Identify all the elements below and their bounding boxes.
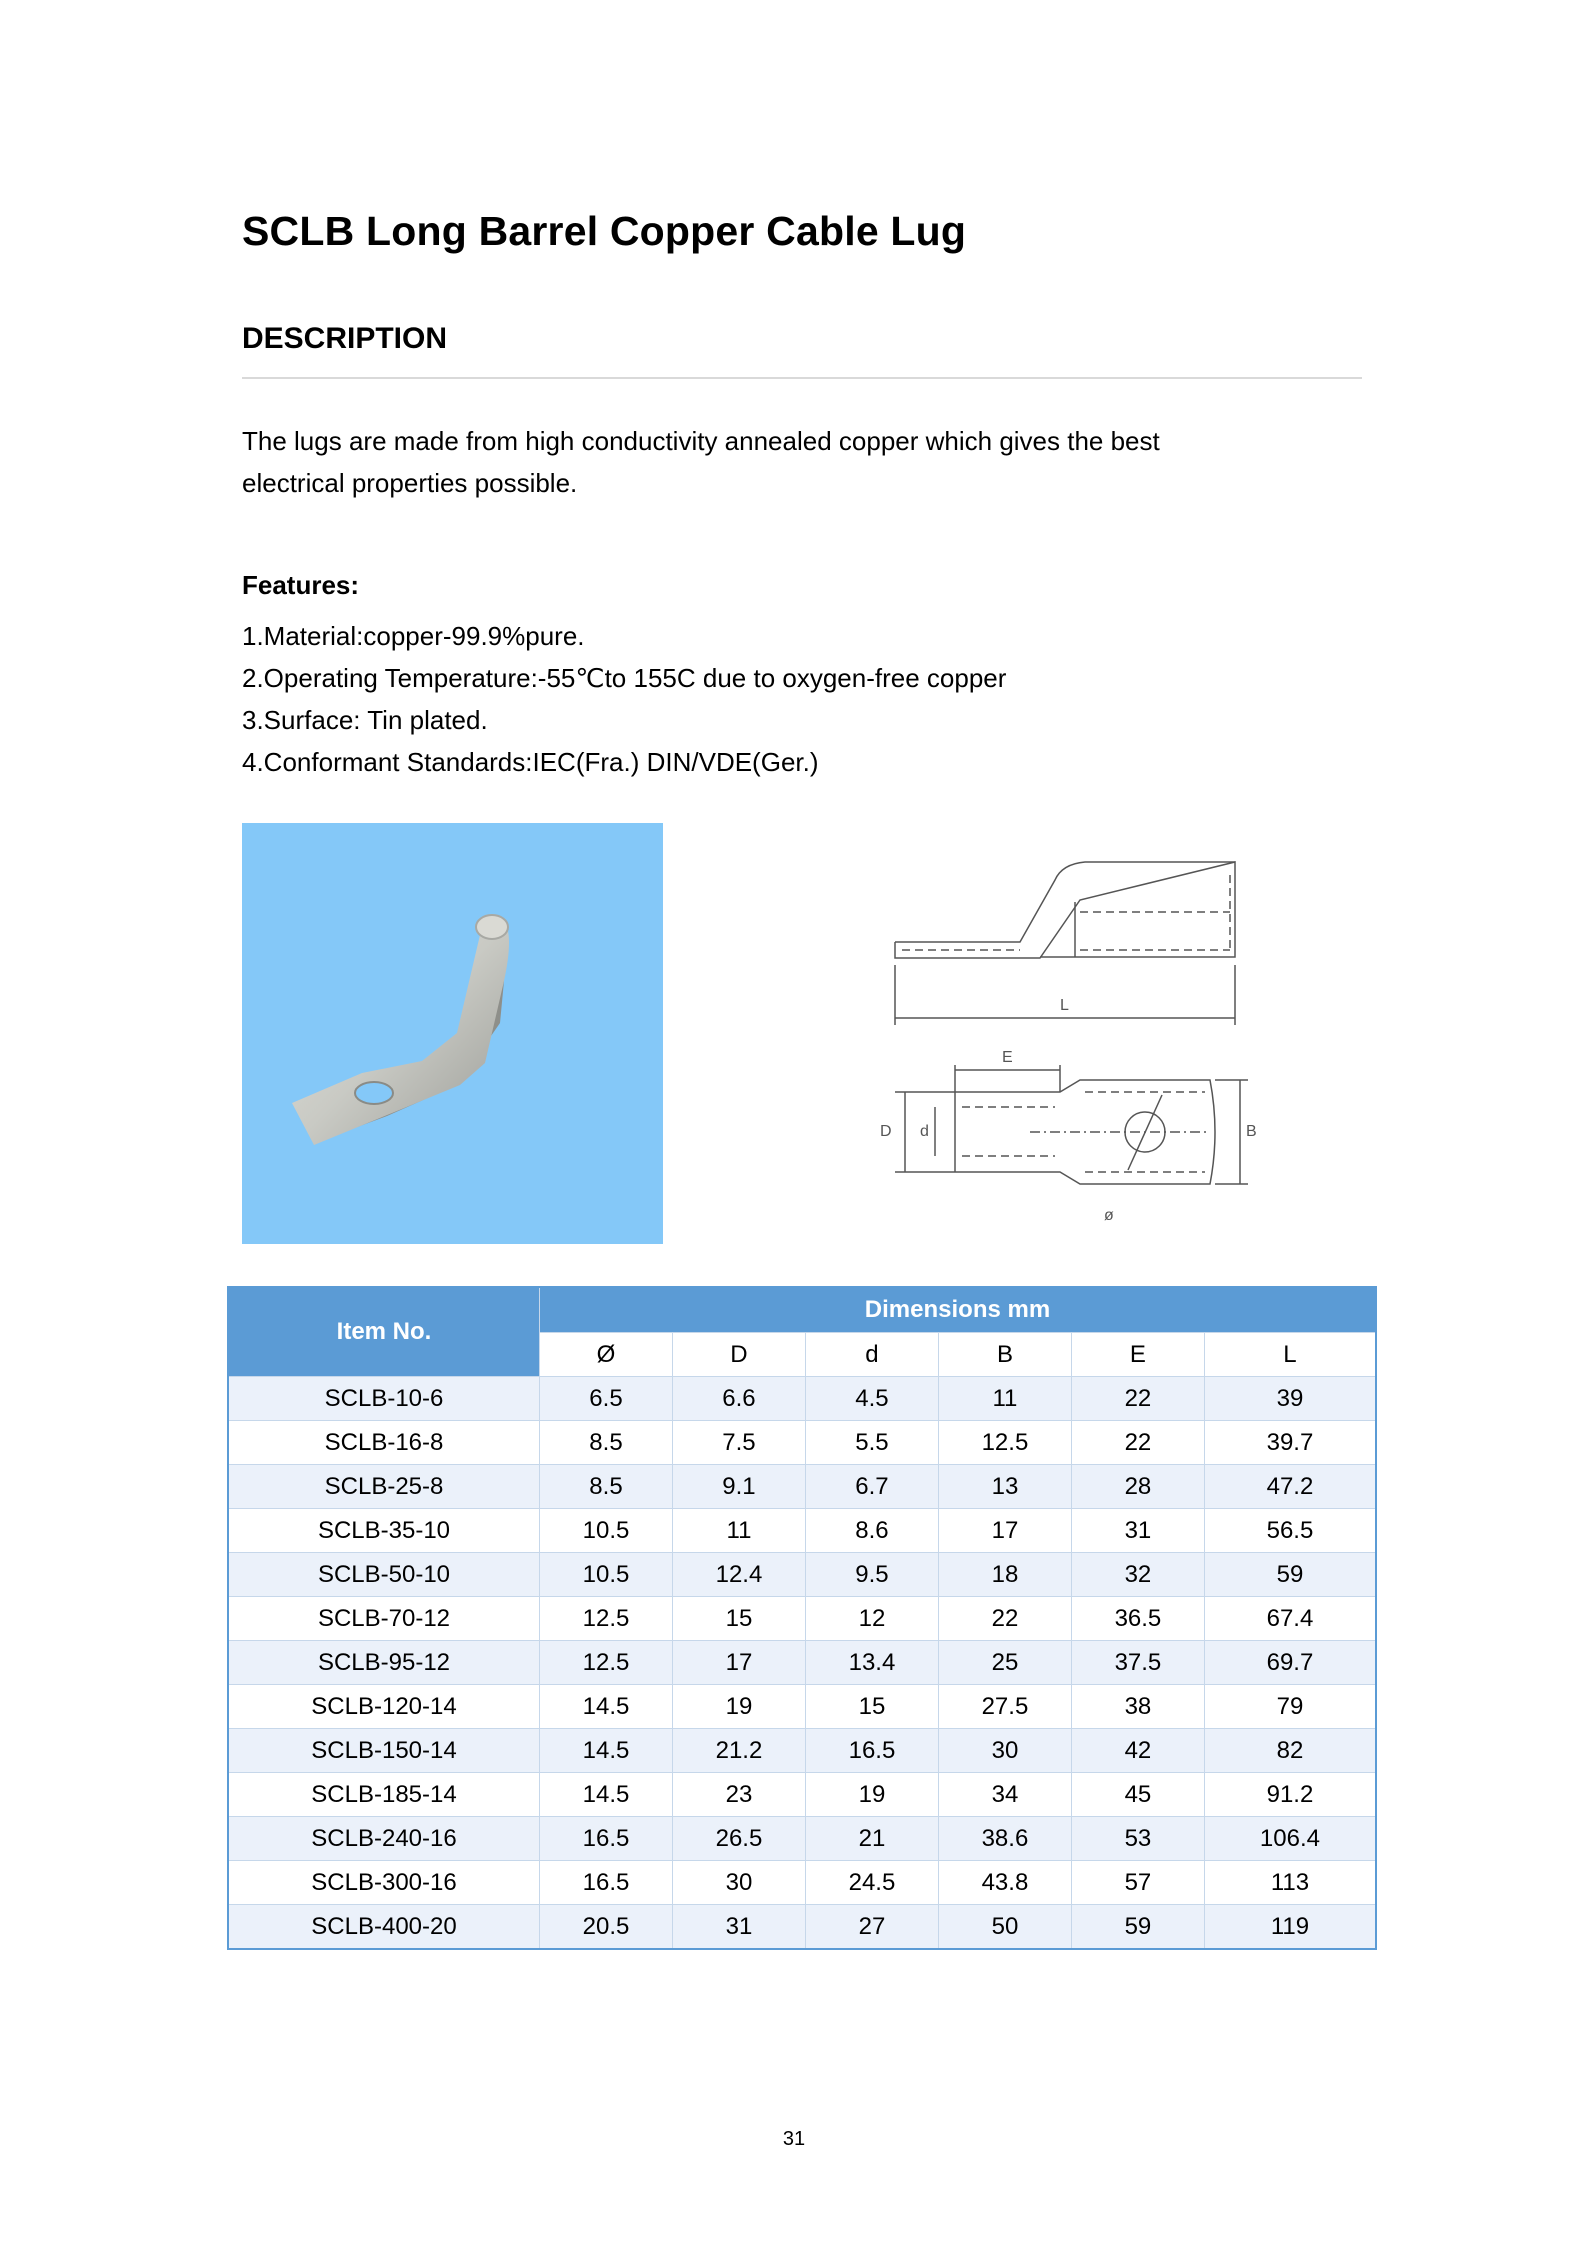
dimension-cell: 15 xyxy=(805,1685,938,1729)
item-number-cell: SCLB-120-14 xyxy=(228,1685,540,1729)
dimension-cell: 8.5 xyxy=(540,1465,673,1509)
table-row xyxy=(228,1553,1376,1597)
dimension-cell: 11 xyxy=(938,1377,1071,1421)
dimension-cell: 19 xyxy=(672,1685,805,1729)
dimension-cell: 15 xyxy=(672,1597,805,1641)
dimensions-table xyxy=(227,1286,1377,1950)
dimension-cell: 38 xyxy=(1071,1685,1204,1729)
table-row xyxy=(228,1377,1376,1421)
dimension-cell: 10.5 xyxy=(540,1553,673,1597)
dimension-cell: 32 xyxy=(1071,1553,1204,1597)
dimension-cell: 30 xyxy=(938,1729,1071,1773)
dimension-cell: 43.8 xyxy=(938,1861,1071,1905)
dimension-cell: 45 xyxy=(1071,1773,1204,1817)
dimension-cell: 9.5 xyxy=(805,1553,938,1597)
table-row xyxy=(228,1685,1376,1729)
dimension-cell: 4.5 xyxy=(805,1377,938,1421)
dimension-cell: 22 xyxy=(1071,1421,1204,1465)
dimension-cell: 21.2 xyxy=(672,1729,805,1773)
dimension-cell: 39 xyxy=(1204,1377,1376,1421)
dimension-cell: 14.5 xyxy=(540,1729,673,1773)
item-number-cell: SCLB-95-12 xyxy=(228,1641,540,1685)
dimension-cell: 16.5 xyxy=(540,1817,673,1861)
table-row xyxy=(228,1509,1376,1553)
dimension-cell: 79 xyxy=(1204,1685,1376,1729)
dimension-cell: 31 xyxy=(1071,1509,1204,1553)
dimension-cell: 25 xyxy=(938,1641,1071,1685)
table-body xyxy=(228,1377,1376,1950)
column-header: d xyxy=(805,1333,938,1377)
dimension-cell: 57 xyxy=(1071,1861,1204,1905)
description-text: The lugs are made from high conductivity annealed copper which gives the best electrical properties possible. xyxy=(242,426,1160,498)
label-phi: ø xyxy=(1104,1207,1114,1224)
feature-item: 2.Operating Temperature:-55℃to 155C due to oxygen-free copper xyxy=(242,663,1007,693)
table-row xyxy=(228,1861,1376,1905)
dimension-cell: 14.5 xyxy=(540,1685,673,1729)
dimension-cell: 12.5 xyxy=(540,1597,673,1641)
item-no-header: Item No. xyxy=(228,1287,540,1377)
dimension-cell: 42 xyxy=(1071,1729,1204,1773)
label-E: E xyxy=(1002,1049,1013,1066)
technical-drawing xyxy=(880,840,1260,1250)
dimension-cell: 17 xyxy=(672,1641,805,1685)
dimension-cell: 53 xyxy=(1071,1817,1204,1861)
dimension-cell: 69.7 xyxy=(1204,1641,1376,1685)
dimension-cell: 106.4 xyxy=(1204,1817,1376,1861)
feature-item: 1.Material:copper-99.9%pure. xyxy=(242,621,585,651)
dimension-cell: 10.5 xyxy=(540,1509,673,1553)
description-heading: DESCRIPTION xyxy=(242,322,448,355)
dimension-cell: 113 xyxy=(1204,1861,1376,1905)
dimension-cell: 39.7 xyxy=(1204,1421,1376,1465)
dimension-cell: 50 xyxy=(938,1905,1071,1950)
dimension-cell: 18 xyxy=(938,1553,1071,1597)
column-header: E xyxy=(1071,1333,1204,1377)
dimension-cell: 24.5 xyxy=(805,1861,938,1905)
dimension-cell: 22 xyxy=(1071,1377,1204,1421)
dimension-cell: 13.4 xyxy=(805,1641,938,1685)
dimension-cell: 14.5 xyxy=(540,1773,673,1817)
dimensions-header: Dimensions mm xyxy=(540,1287,1377,1333)
column-header: B xyxy=(938,1333,1071,1377)
dimension-cell: 17 xyxy=(938,1509,1071,1553)
item-number-cell: SCLB-240-16 xyxy=(228,1817,540,1861)
dimension-cell: 30 xyxy=(672,1861,805,1905)
feature-item: 3.Surface: Tin plated. xyxy=(242,705,488,735)
item-number-cell: SCLB-70-12 xyxy=(228,1597,540,1641)
dimension-cell: 16.5 xyxy=(540,1861,673,1905)
dimension-cell: 56.5 xyxy=(1204,1509,1376,1553)
dimension-cell: 31 xyxy=(672,1905,805,1950)
item-number-cell: SCLB-35-10 xyxy=(228,1509,540,1553)
dimension-cell: 38.6 xyxy=(938,1817,1071,1861)
label-L: L xyxy=(1060,997,1069,1014)
table-row xyxy=(228,1641,1376,1685)
dimension-cell: 36.5 xyxy=(1071,1597,1204,1641)
item-number-cell: SCLB-16-8 xyxy=(228,1421,540,1465)
item-number-cell: SCLB-185-14 xyxy=(228,1773,540,1817)
label-d: d xyxy=(920,1123,929,1140)
dimension-cell: 13 xyxy=(938,1465,1071,1509)
dimension-cell: 11 xyxy=(672,1509,805,1553)
cable-lug-illustration xyxy=(242,823,663,1244)
dimension-drawing xyxy=(880,840,1260,1250)
label-D: D xyxy=(880,1123,892,1140)
dimension-cell: 12.5 xyxy=(540,1641,673,1685)
dimension-cell: 23 xyxy=(672,1773,805,1817)
dimension-cell: 12.5 xyxy=(938,1421,1071,1465)
item-number-cell: SCLB-300-16 xyxy=(228,1861,540,1905)
dimension-cell: 34 xyxy=(938,1773,1071,1817)
dimension-cell: 91.2 xyxy=(1204,1773,1376,1817)
table-row xyxy=(228,1729,1376,1773)
features-list xyxy=(242,615,1006,783)
dimension-cell: 82 xyxy=(1204,1729,1376,1773)
dimension-cell: 8.6 xyxy=(805,1509,938,1553)
dimension-cell: 6.6 xyxy=(672,1377,805,1421)
page-number: 31 xyxy=(782,2128,806,2150)
dimension-cell: 8.5 xyxy=(540,1421,673,1465)
dimension-cell: 12.4 xyxy=(672,1553,805,1597)
dimension-cell: 22 xyxy=(938,1597,1071,1641)
dimension-cell: 16.5 xyxy=(805,1729,938,1773)
dimension-cell: 12 xyxy=(805,1597,938,1641)
feature-item: 4.Conformant Standards:IEC(Fra.) DIN/VDE(Ger.) xyxy=(242,747,819,777)
column-header: L xyxy=(1204,1333,1376,1377)
dimension-cell: 47.2 xyxy=(1204,1465,1376,1509)
item-number-cell: SCLB-10-6 xyxy=(228,1377,540,1421)
item-number-cell: SCLB-150-14 xyxy=(228,1729,540,1773)
dimension-cell: 27.5 xyxy=(938,1685,1071,1729)
dimension-cell: 28 xyxy=(1071,1465,1204,1509)
dimension-cell: 5.5 xyxy=(805,1421,938,1465)
dimension-cell: 6.7 xyxy=(805,1465,938,1509)
page-title: SCLB Long Barrel Copper Cable Lug xyxy=(242,208,967,254)
table-row xyxy=(228,1817,1376,1861)
dimension-cell: 119 xyxy=(1204,1905,1376,1950)
item-number-cell: SCLB-50-10 xyxy=(228,1553,540,1597)
dimension-cell: 27 xyxy=(805,1905,938,1950)
dimension-cell: 59 xyxy=(1071,1905,1204,1950)
product-photo xyxy=(242,823,663,1244)
dimension-cell: 67.4 xyxy=(1204,1597,1376,1641)
dimension-cell: 21 xyxy=(805,1817,938,1861)
table-row xyxy=(228,1421,1376,1465)
column-header: Ø xyxy=(540,1333,673,1377)
dimension-cell: 6.5 xyxy=(540,1377,673,1421)
item-number-cell: SCLB-25-8 xyxy=(228,1465,540,1509)
dimension-cell: 37.5 xyxy=(1071,1641,1204,1685)
dimension-cell: 9.1 xyxy=(672,1465,805,1509)
dimension-cell: 20.5 xyxy=(540,1905,673,1950)
dimension-cell: 7.5 xyxy=(672,1421,805,1465)
column-header: D xyxy=(672,1333,805,1377)
item-number-cell: SCLB-400-20 xyxy=(228,1905,540,1950)
label-B: B xyxy=(1246,1123,1257,1140)
dimension-cell: 19 xyxy=(805,1773,938,1817)
features-title: Features: xyxy=(242,570,360,600)
table-row xyxy=(228,1773,1376,1817)
table-row xyxy=(228,1597,1376,1641)
table-row xyxy=(228,1465,1376,1509)
table-row xyxy=(228,1905,1376,1950)
dimension-cell: 26.5 xyxy=(672,1817,805,1861)
dimension-cell: 59 xyxy=(1204,1553,1376,1597)
heading-divider xyxy=(242,377,1362,379)
